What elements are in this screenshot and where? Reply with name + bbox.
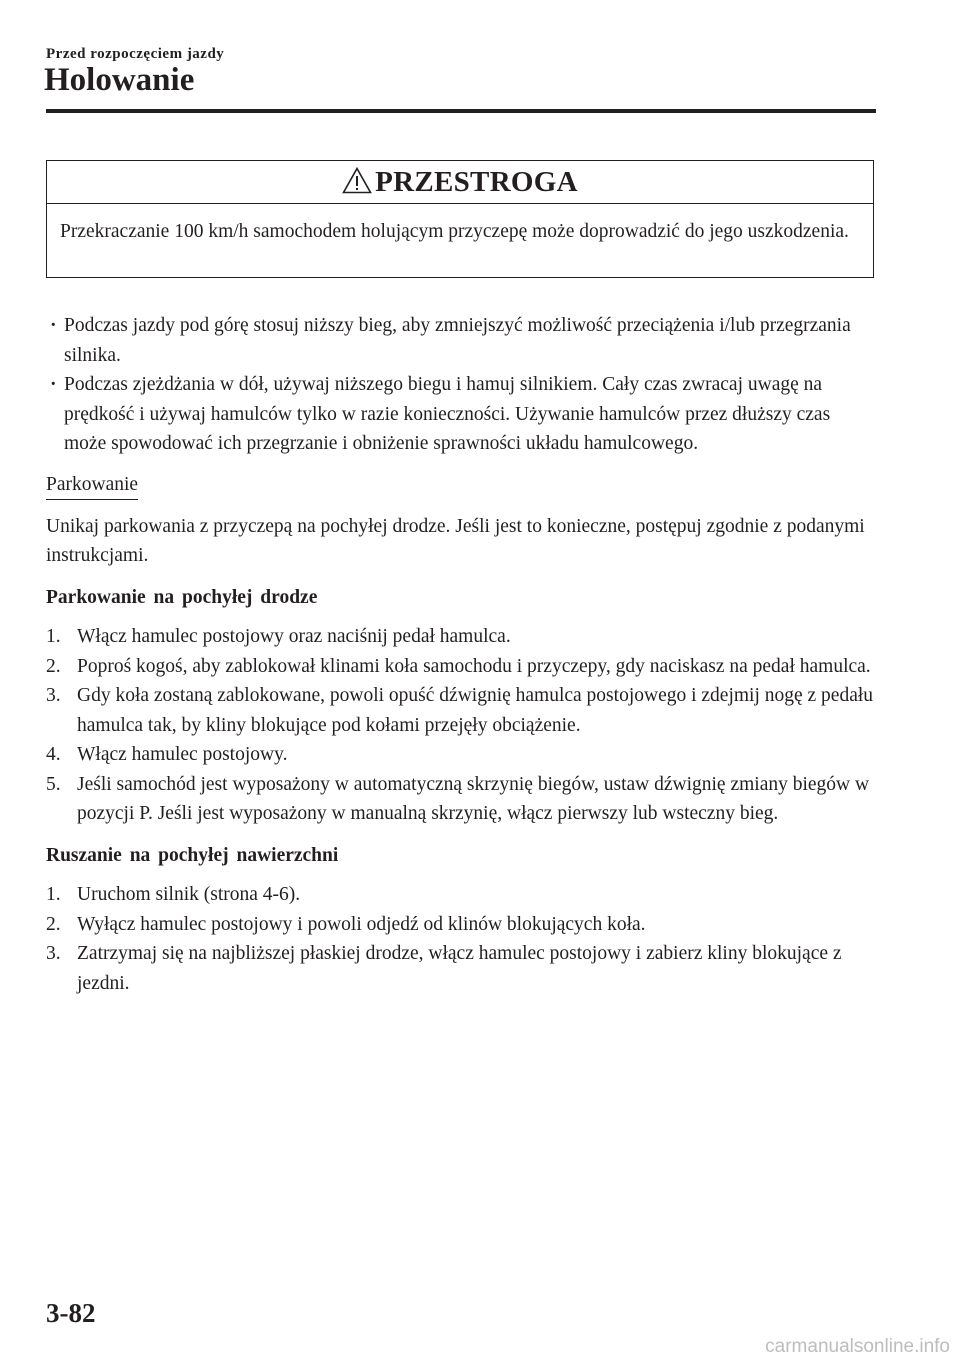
step-number: 3.	[46, 685, 61, 706]
step-text: Jeśli samochód jest wyposażony w automatyczną skrzynię biegów, ustaw dźwignię zmiany biegów w pozycji P. Jeśli jest wyposażony w manualną skrzynię, włącz pierwszy lub wsteczny bieg.	[77, 773, 870, 824]
step-number: 3.	[46, 943, 61, 964]
step-number: 5.	[46, 773, 61, 795]
warning-triangle-icon	[342, 167, 372, 194]
list-item	[46, 880, 876, 910]
list-item	[46, 652, 876, 682]
title-rule	[46, 109, 876, 113]
step-number: 2.	[46, 913, 61, 935]
list-item	[46, 370, 876, 459]
slope-parking-title: Parkowanie na pochyłej drodze	[46, 586, 318, 608]
slope-start-title: Ruszanie na pochyłej nawierzchni	[46, 844, 339, 866]
page-title: Holowanie	[44, 62, 195, 98]
list-item	[46, 311, 876, 370]
step-text: Poproś kogoś, aby zablokował klinami koła samochodu i przyczepy, gdy naciskasz na pedał hamulca.	[77, 655, 871, 677]
list-item	[46, 939, 876, 998]
step-number: 4.	[46, 744, 61, 765]
bullet-list	[46, 311, 876, 459]
step-text: Włącz hamulec postojowy.	[77, 744, 288, 765]
bullet-text: Podczas zjeżdżania w dół, używaj niższego biegu i hamuj silnikiem. Cały czas zwracaj uwagę na prędkość i używaj hamulców tylko w razie konieczności. Używanie hamulców przez dłuższy czas może spowodować ich przegrzanie i obniżenie sprawności układu hamulcowego.	[64, 374, 831, 454]
section-kicker: Przed rozpoczęciem jazdy	[46, 46, 225, 62]
step-number: 1.	[46, 884, 61, 905]
caution-title: PRZESTROGA	[375, 165, 578, 198]
main-content	[46, 311, 876, 998]
step-text: Gdy koła zostaną zablokowane, powoli opuść dźwignię hamulca postojowego i zdejmij nogę z pedału hamulca tak, by kliny blokujące pod kołami przejęły obciążenie.	[77, 685, 874, 736]
caution-header	[47, 161, 873, 204]
caution-box	[46, 160, 874, 278]
parking-subheading: Parkowanie	[46, 473, 138, 500]
step-text: Zatrzymaj się na najbliższej płaskiej drodze, włącz hamulec postojowy i zabierz kliny blokujące z jezdni.	[77, 943, 842, 994]
list-item	[46, 622, 876, 652]
bullet-dot: ·	[50, 374, 57, 395]
step-text: Wyłącz hamulec postojowy i powoli odjedź od klinów blokujących koła.	[77, 913, 646, 935]
page-number: 3-82	[46, 1298, 96, 1328]
bullet-text: Podczas jazdy pod górę stosuj niższy bieg, aby zmniejszyć możliwość przeciążenia i/lub przegrzania silnika.	[64, 315, 851, 366]
list-item	[46, 770, 876, 829]
list-item	[46, 740, 876, 770]
step-text: Włącz hamulec postojowy oraz naciśnij pedał hamulca.	[77, 626, 511, 647]
slope-parking-steps	[46, 622, 876, 829]
step-number: 2.	[46, 655, 61, 677]
step-number: 1.	[46, 626, 61, 647]
list-item	[46, 681, 876, 740]
list-item	[46, 910, 876, 940]
bullet-dot: ·	[50, 315, 57, 336]
caution-text: Przekraczanie 100 km/h samochodem holującym przyczepę może doprowadzić do jego uszkodzenia.	[60, 221, 849, 242]
watermark: carmanualsonline.info	[765, 1336, 950, 1357]
slope-start-steps	[46, 880, 876, 998]
parking-intro: Unikaj parkowania z przyczepą na pochyłej drodze. Jeśli jest to konieczne, postępuj zgodnie z podanymi instrukcjami.	[46, 515, 865, 566]
step-text: Uruchom silnik (strona 4-6).	[77, 884, 301, 905]
